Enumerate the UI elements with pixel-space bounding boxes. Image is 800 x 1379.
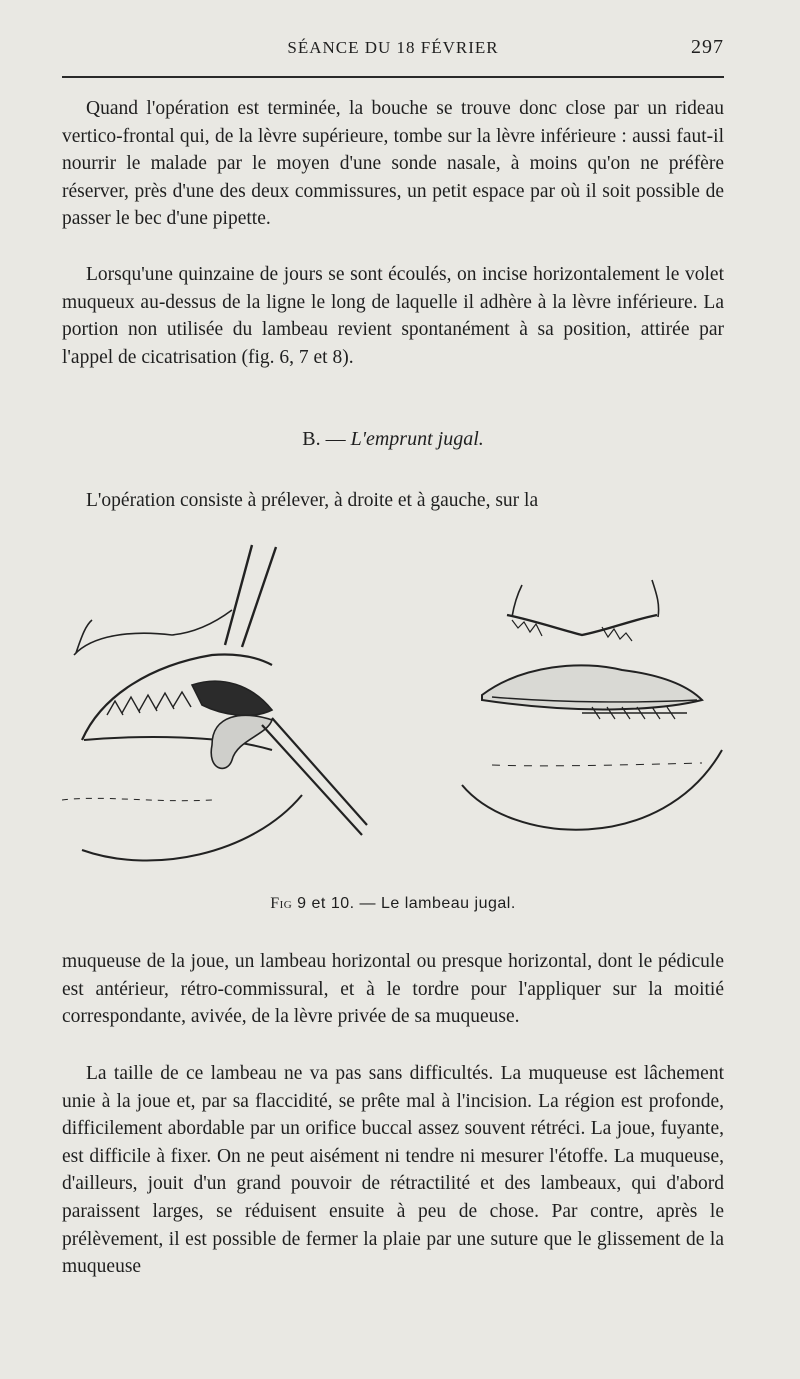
section-heading bbox=[62, 428, 724, 451]
figure-9-drawing bbox=[62, 545, 367, 861]
figure-illustration bbox=[62, 535, 742, 875]
paragraph-2: Lorsqu'une quinzaine de jours se sont écoulés, on incise horizontalement le volet muqueux au-dessus de la ligne le long de laquelle il adhère à la lèvre inférieure. La portion non utilisée du lambeau revient spontanément à sa position, attirée par l'appel de cicatrisation (fig. 6, 7 et 8). bbox=[62, 264, 724, 368]
running-title: SÉANCE DU 18 FÉVRIER bbox=[287, 38, 499, 57]
section-letter: B. — bbox=[302, 428, 351, 450]
page-number: 297 bbox=[691, 36, 724, 58]
paragraph-5: La taille de ce lambeau ne va pas sans difficultés. La muqueuse est lâchement unie à la joue et, par sa flaccidité, se prête mal à l'incision. La région est profonde, difficilement abordable par un orifice buccal assez souvent rétréci. La joue, fuyante, est difficile à fixer. On ne peut aisément ni tendre ni mesurer l'étoffe. La muqueuse, d'ailleurs, jouit d'un grand pouvoir de rétractilité et des lambeaux, qui d'abord paraissent larges, se réduisent ensuite à peu de chose. Par contre, après le prélèvement, il est possible de fermer la plaie par une suture que le glissement de la muqueuse bbox=[62, 1063, 724, 1278]
paragraph-4: muqueuse de la joue, un lambeau horizontal ou presque horizontal, dont le pédicule est antérieur, rétro-commissural, et à le tordre pour l'appliquer sur la moitié correspondante, avivée, de la lèvre privée de sa muqueuse. bbox=[62, 951, 724, 1028]
figure-caption bbox=[62, 895, 724, 913]
caption-text: 9 et 10. — Le lambeau jugal. bbox=[292, 895, 516, 912]
caption-fig-label: Fig bbox=[270, 895, 293, 912]
running-header bbox=[62, 34, 724, 62]
figure-10-drawing bbox=[462, 580, 722, 830]
header-rule bbox=[62, 76, 724, 78]
paragraph-3: L'opération consiste à prélever, à droite et à gauche, sur la bbox=[86, 490, 539, 511]
paragraph-1: Quand l'opération est terminée, la bouche se trouve donc close par un rideau vertico-frontal qui, de la lèvre supérieure, tombe sur la lèvre inférieure : aussi faut-il nourrir le malade par le moyen d'une sonde nasale, à moins qu'on ne préfère réserver, près d'une des deux commissures, un petit espace par où il soit possible de passer le bec d'une pipette. bbox=[62, 98, 724, 230]
section-title: L'emprunt jugal. bbox=[350, 428, 484, 450]
